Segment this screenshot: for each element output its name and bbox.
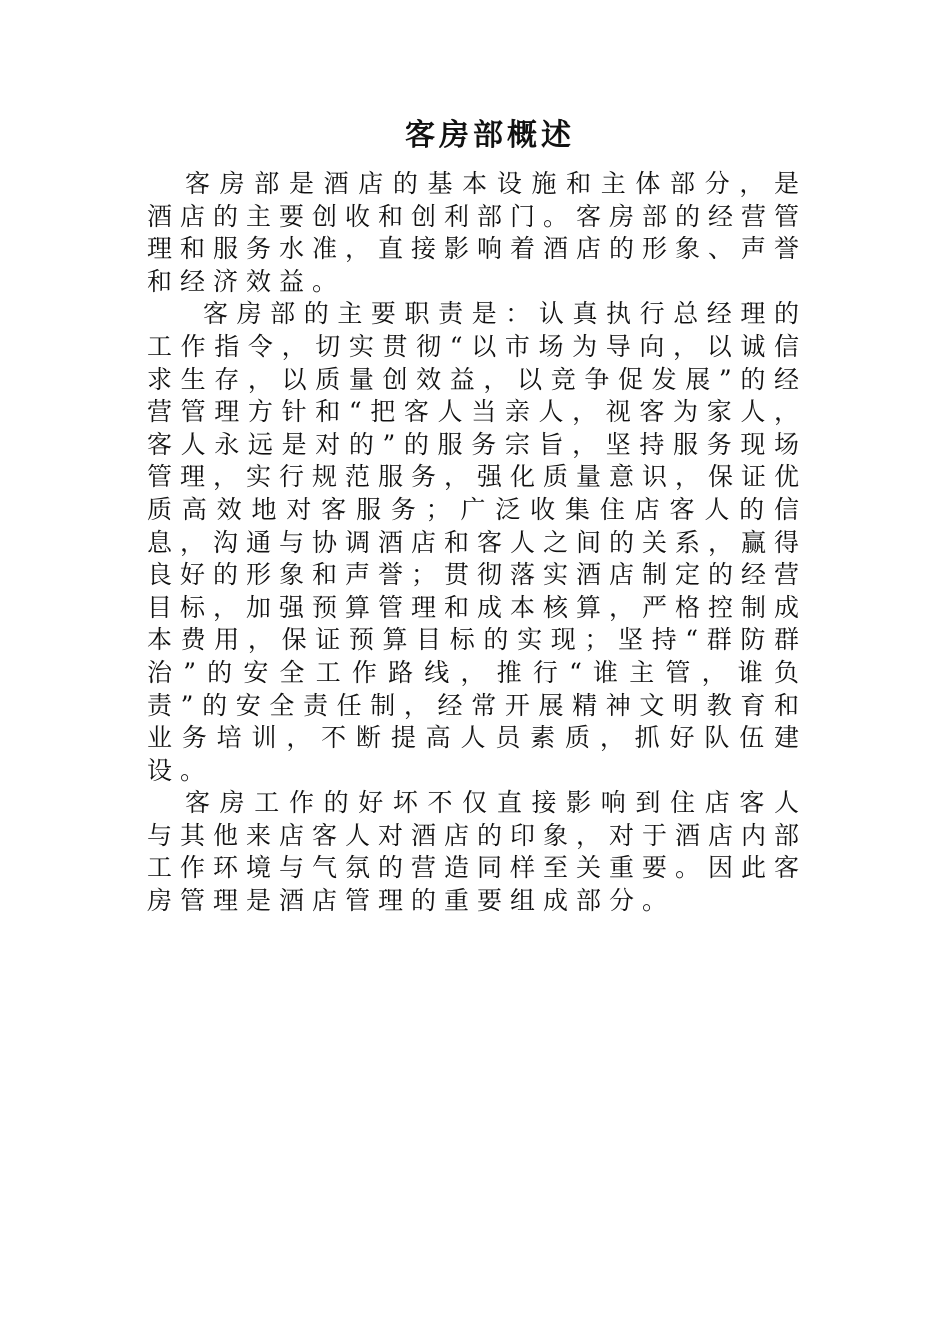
body-text (147, 168, 807, 918)
page-title: 客房部概述 (405, 118, 575, 153)
paragraph-overview: 客房部是酒店的基本设施和主体部分，是酒店的主要创收和创利部门。客房部的经营管理和服务水准，直接影响着酒店的形象、声誉和经济效益。 (147, 169, 808, 296)
paragraph-importance: 客房工作的好坏不仅直接影响到住店客人与其他来店客人对酒店的印象，对于酒店内部工作环境与气氛的营造同样至关重要。因此客房管理是酒店管理的重要组成部分。 (147, 788, 808, 916)
paragraph-responsibilities: 客房部的主要职责是：认真执行总经理的工作指令，切实贯彻“以市场为导向，以诚信求生存，以质量创效益，以竞争促发展”的经营管理方针和“把客人当亲人，视客为家人，客人永远是对的”的服务宗旨，坚持服务现场管理，实行规范服务，强化质量意识，保证优质高效地对客服务；广泛收集住店客人的信息，沟通与协调酒店和客人之间的关系，赢得良好的形象和声誉；贯彻落实酒店制定的经营目标，加强预算管理和成本核算，严格控制成本费用，保证预算目标的实现；坚持“群防群治”的安全工作路线，推行“谁主管，谁负责”的安全责任制，经常开展精神文明教育和业务培训，不断提高人员素质，抓好队伍建设。 (147, 299, 808, 785)
